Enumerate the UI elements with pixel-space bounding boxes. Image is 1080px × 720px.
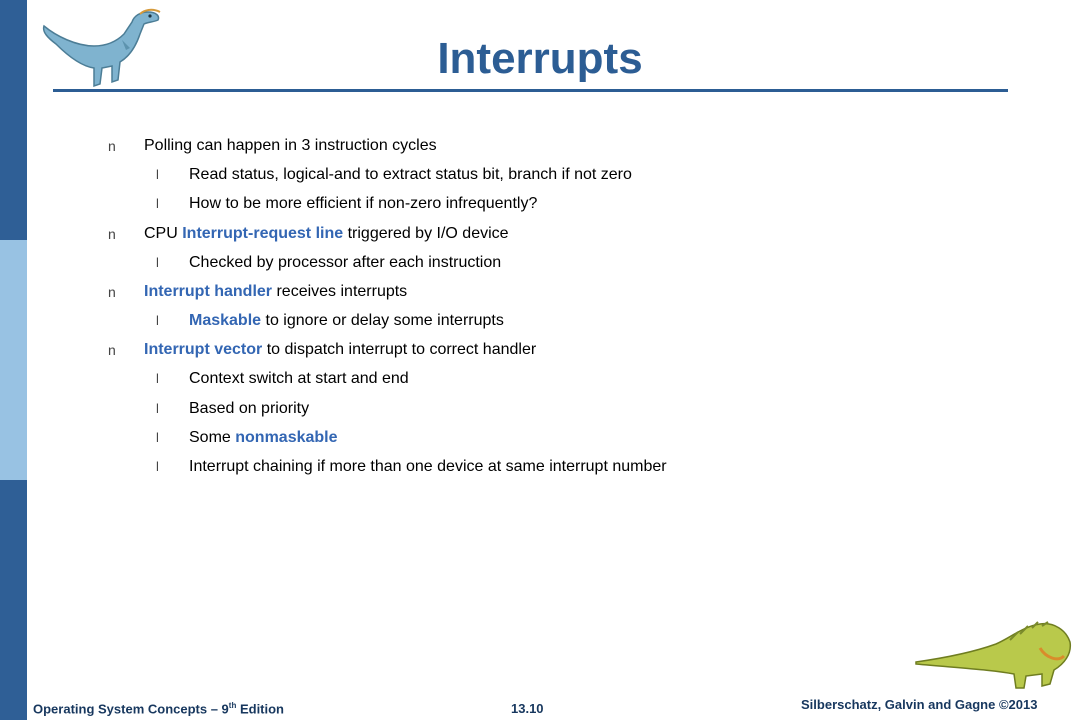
sub-bullet-item <box>156 253 502 273</box>
bullet-marker: n <box>108 284 116 300</box>
footer-book-title: Operating System Concepts – 9th Edition <box>33 701 285 717</box>
highlighted-term: nonmaskable <box>235 429 338 446</box>
bullet-marker: l <box>156 196 159 211</box>
bullet-marker: l <box>156 255 159 270</box>
highlighted-term: Interrupt-request line <box>182 225 344 242</box>
dinosaur-icon <box>914 618 1074 690</box>
footer-authors: Silberschatz, Galvin and Gagne ©2013 <box>801 697 1038 712</box>
bullet-text: to ignore or delay some interrupts <box>261 312 504 329</box>
bullet-text: triggered by I/O device <box>343 225 509 242</box>
highlighted-term: Maskable <box>189 312 262 329</box>
bullet-marker: l <box>156 401 159 416</box>
bullet-marker: n <box>108 342 116 358</box>
bullet-marker: l <box>156 459 159 474</box>
sub-bullet-item <box>156 428 338 448</box>
bullet-item <box>108 136 437 156</box>
bullet-text: Interrupt chaining if more than one device at same interrupt number <box>189 458 667 475</box>
bullet-item <box>108 224 509 244</box>
bullet-marker: l <box>156 167 159 182</box>
side-band-bottom <box>0 480 27 720</box>
bullet-marker: l <box>156 371 159 386</box>
bullet-text: Context switch at start and end <box>189 370 409 387</box>
sub-bullet-item <box>156 165 632 185</box>
title-divider <box>53 89 1008 92</box>
bullet-text: Some <box>189 429 236 446</box>
sub-bullet-item <box>156 369 409 389</box>
bullet-text: Checked by processor after each instruction <box>189 254 502 271</box>
sub-bullet-item <box>156 194 538 214</box>
bullet-marker: n <box>108 226 116 242</box>
highlighted-term: Interrupt vector <box>144 341 263 358</box>
side-band-middle <box>0 240 27 480</box>
sub-bullet-item <box>156 457 667 477</box>
highlighted-term: Interrupt handler <box>144 283 273 300</box>
bullet-marker: l <box>156 313 159 328</box>
sub-bullet-item <box>156 399 310 419</box>
bullet-text: receives interrupts <box>272 283 408 300</box>
bullet-marker: l <box>156 430 159 445</box>
bullet-text: Read status, logical-and to extract status bit, branch if not zero <box>189 166 632 183</box>
bullet-text: CPU <box>144 225 183 242</box>
sub-bullet-item <box>156 311 504 331</box>
page-number: 13.10 <box>511 701 544 716</box>
slide-title: Interrupts <box>437 34 643 83</box>
bullet-text: Based on priority <box>189 400 310 417</box>
side-band-top <box>0 0 27 240</box>
bullet-item <box>108 282 408 302</box>
bullet-item <box>108 340 537 360</box>
bullet-marker: n <box>108 138 116 154</box>
bullet-text: to dispatch interrupt to correct handler <box>262 341 537 358</box>
bullet-text: Polling can happen in 3 instruction cycles <box>144 137 437 154</box>
bullet-text: How to be more efficient if non-zero infrequently? <box>189 195 538 212</box>
dinosaur-icon <box>36 4 166 90</box>
